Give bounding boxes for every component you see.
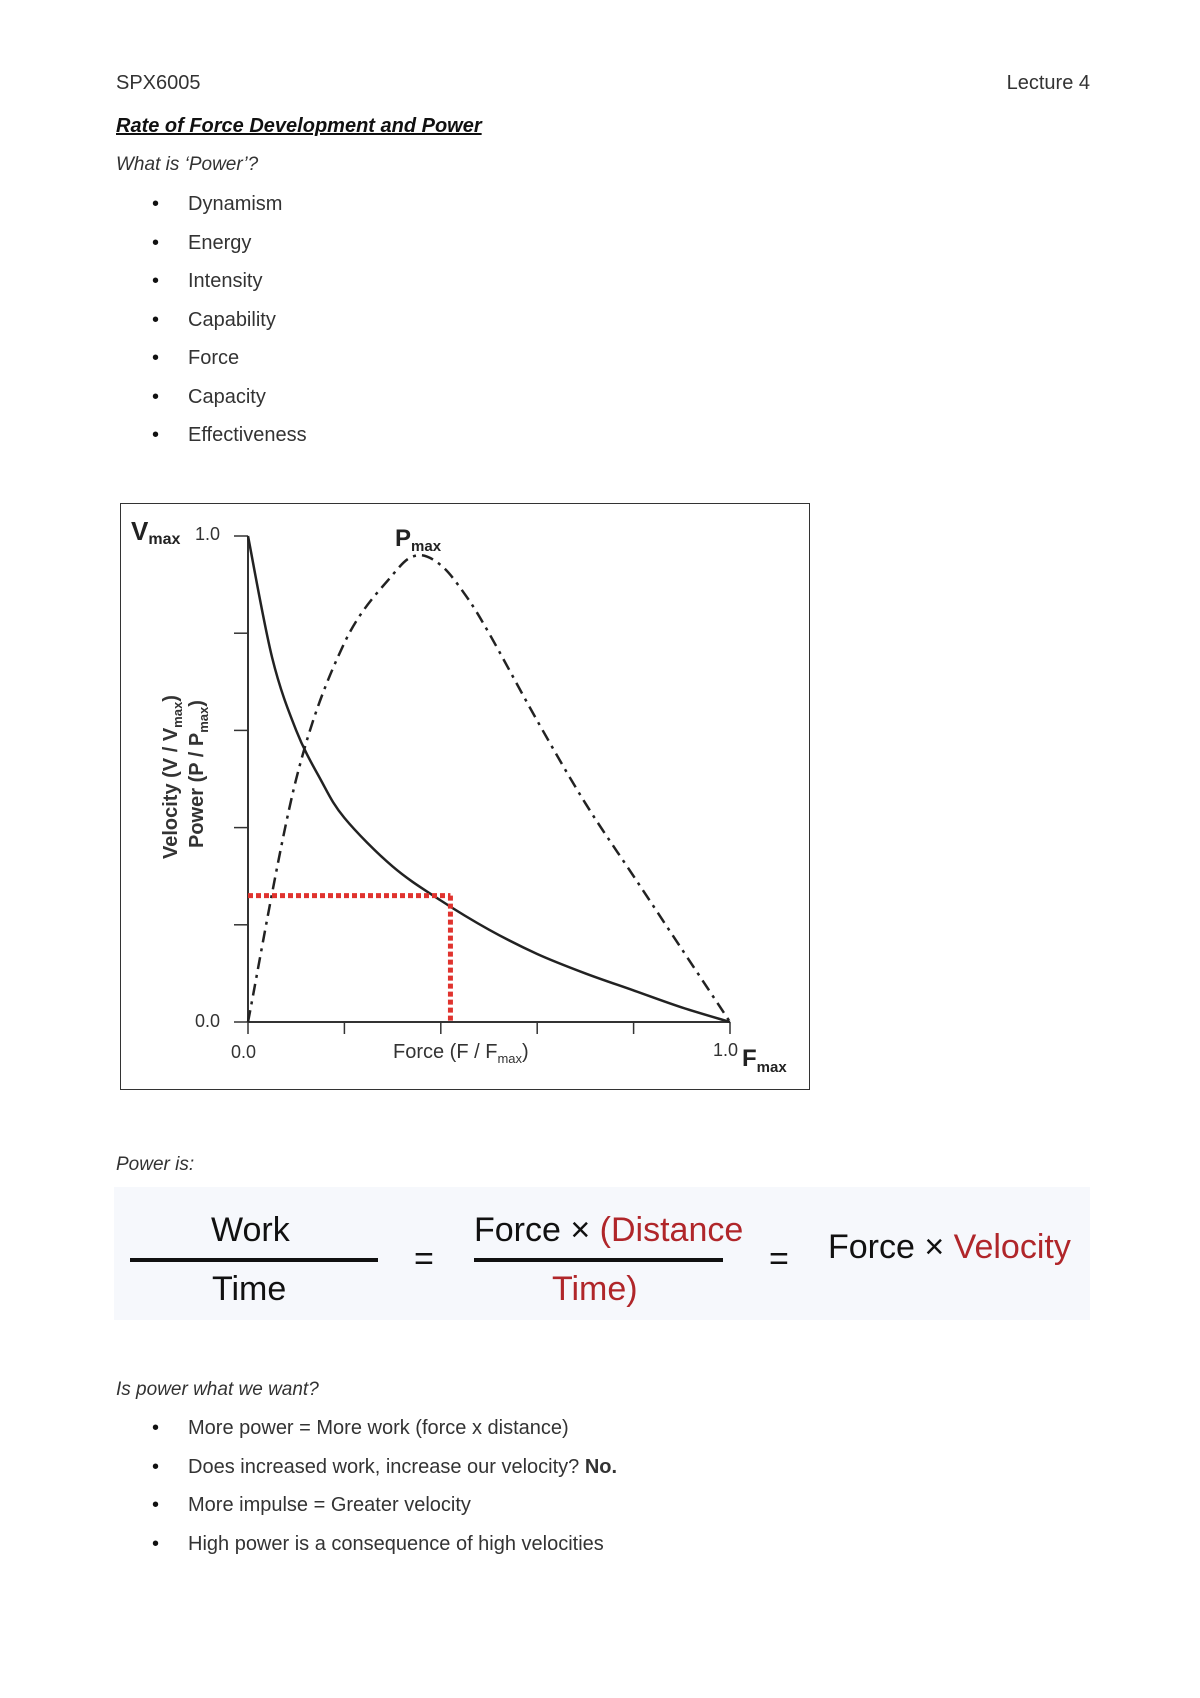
y-axis-label-velocity — [160, 695, 185, 859]
power-equation — [114, 1187, 1090, 1320]
list-item-text: High power is a consequence of high velocities — [188, 1532, 604, 1555]
list-item-bold: No. — [584, 1455, 618, 1478]
list-item-text: More power = More work (force x distance) — [188, 1417, 569, 1439]
equation-work: Work — [211, 1211, 290, 1249]
svg-text:Power (P / Pmax): Power $(P / P_{max})$ — [186, 700, 211, 848]
series-group — [248, 536, 730, 1022]
force-velocity-power-chart — [121, 504, 809, 1089]
fraction-bar-work-time — [130, 1258, 378, 1262]
list-item-text: Intensity — [188, 270, 263, 292]
equation-velocity: Velocity — [953, 1228, 1071, 1266]
list-item — [116, 1416, 617, 1455]
list-item — [116, 423, 307, 462]
equation-distance: (Distance — [599, 1211, 744, 1249]
x-ticks — [248, 1022, 730, 1034]
list-item — [116, 346, 307, 385]
equation-force-times: Force × — [474, 1211, 600, 1249]
series-line-power — [248, 555, 730, 1022]
page-title: Rate of Force Development and Power — [116, 115, 482, 137]
fraction-bar-force-distance — [474, 1258, 723, 1262]
question-what-is-power: What is ‘Power’? — [116, 154, 259, 175]
question-is-power-what-we-want: Is power what we want? — [116, 1379, 319, 1400]
list-item-text: Dynamism — [188, 193, 283, 215]
svg-text:Velocity (V / Vmax): Velocity $(V / V_{max})$ — [160, 695, 185, 859]
equation-force-distance — [474, 1211, 743, 1250]
equation-force-velocity — [828, 1228, 1071, 1267]
x-left-tick-label: 0.0 — [231, 1042, 257, 1062]
list-item-text: Energy — [188, 231, 252, 254]
y-axis-label-power — [186, 700, 211, 848]
equation-time-red: Time) — [552, 1270, 638, 1308]
x-right-tick-label: 1.0 — [713, 1040, 739, 1060]
list-item — [116, 385, 307, 424]
list-item — [116, 1532, 617, 1571]
equals-sign-1: = — [414, 1240, 434, 1278]
list-item-text: Force — [188, 347, 240, 369]
vmax-label: Vmax — [131, 516, 181, 548]
list-item-text: Does increased work, increase our velocity? — [188, 1455, 585, 1478]
power-words-list — [116, 192, 307, 462]
pmax-label: $P_{max}$ — [395, 525, 442, 555]
list-item — [116, 231, 307, 270]
equals-sign-2: = — [769, 1240, 789, 1278]
equation-time: Time — [212, 1270, 287, 1308]
list-item — [116, 269, 307, 308]
list-item — [116, 1493, 617, 1532]
answers-list — [116, 1416, 617, 1570]
list-item-text: More impulse = Greater velocity — [188, 1494, 471, 1516]
course-code: SPX6005 — [116, 72, 201, 94]
list-item-text: Capacity — [188, 385, 266, 408]
list-item-text: Effectiveness — [188, 424, 307, 446]
list-item — [116, 308, 307, 347]
x-axis-label: Force $(F / F_{max})$ — [393, 1041, 529, 1066]
power-is-label: Power is: — [116, 1154, 195, 1175]
y-top-tick-label: 1.0 — [195, 524, 221, 544]
y-ticks — [234, 536, 248, 1022]
series-line-velocity — [248, 536, 730, 1022]
marker-group — [248, 896, 450, 1022]
fmax-label: $F_{max}$ — [742, 1045, 787, 1076]
lecture-number: Lecture 4 — [1006, 72, 1090, 94]
y-bottom-tick-label: 0.0 — [195, 1011, 221, 1031]
equation-force-times-2: Force × — [828, 1228, 954, 1266]
list-item — [116, 192, 307, 231]
list-item-text: Capability — [188, 308, 276, 331]
force-velocity-power-figure — [120, 503, 810, 1090]
list-item — [116, 1455, 617, 1494]
